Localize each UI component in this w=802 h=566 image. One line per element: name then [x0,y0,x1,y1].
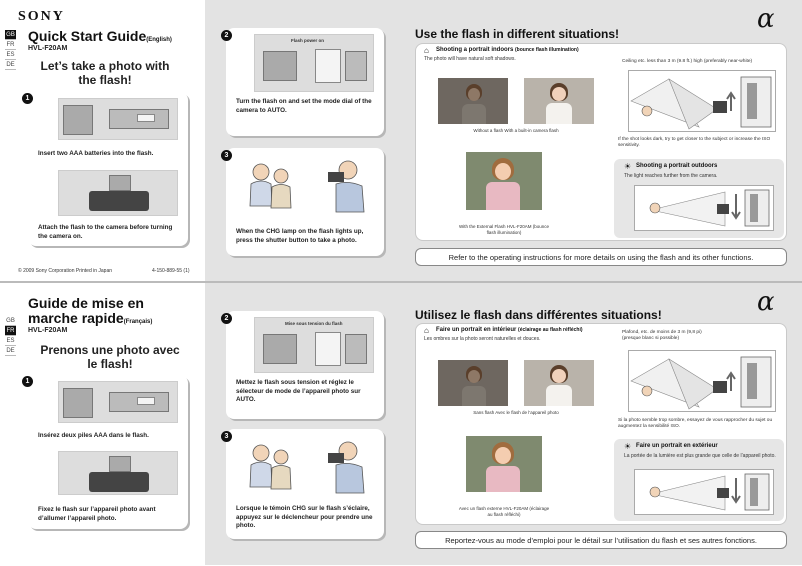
model-name: HVL-F20AM [28,327,68,334]
step1-number: 1 [22,93,33,104]
step3-card [226,429,384,539]
photo-external-flash [466,436,542,492]
sony-logo: SONY [18,9,65,24]
step3-card [226,148,384,256]
dark-note: Si la photo semble trop sombre, essayez de vous rapprocher du sujet ou augmentez la sensibilité ISO. [618,418,773,429]
outdoor-heading: Faire un portrait en extérieur [636,443,718,449]
copyright: © 2009 Sony Corporation Printed in Japan [18,268,113,274]
title-text: Quick Start Guide [28,28,147,44]
lang-tab-gb[interactable]: GB [6,318,15,324]
situations-title: Utilisez le flash dans différentes situations! [415,308,662,322]
step2-caption: Turn the flash on and set the mode dial of the camera to AUTO. [236,98,372,114]
flash-power-label: Flash power on [291,38,325,43]
caption-external-flash: Avec un flash externe HVL-F20AM (éclairage au flash réfléchi) [458,506,550,517]
caption-external-flash: With the External Flash HVL-F20AM (bounce flash illumination) [458,224,550,235]
photo-built-in-flash [524,360,594,406]
step1-card [28,92,188,246]
indoor-description: The photo will have natural soft shadows. [424,56,516,62]
french-sheet [0,283,802,565]
tagline: Prenons une photo avec le flash! [40,343,180,371]
photo-built-in-flash [524,78,594,124]
step2-number: 2 [221,30,232,41]
portrait-outdoor-icon: ☀ [624,442,632,451]
photo-external-flash [466,152,542,210]
photo-without-flash [438,360,508,406]
step1-card [28,375,188,529]
outdoor-subpanel [614,159,784,238]
step3-number: 3 [221,150,232,161]
step2-card [226,311,384,419]
portrait-indoor-icon: ⌂ [424,46,429,55]
alpha-logo: α [757,4,775,34]
caption-comparison: Without a flash With a built-in camera flash [473,128,559,133]
language-tabs [5,30,16,70]
portrait-indoor-icon: ⌂ [424,326,429,335]
lang-tab-de[interactable]: DE [6,62,15,68]
lang-tab-fr[interactable]: FR [6,42,15,48]
step1a-caption: Insérez deux piles AAA dans le flash. [38,432,149,439]
dark-note: If the shot looks dark, try to get closer to the subject or increase the ISO sensitivity. [618,137,771,148]
outdoor-flash-diagram [634,185,774,231]
step1a-caption: Insert two AAA batteries into the flash. [38,150,154,157]
indoor-heading-note: (bounce flash illumination) [515,47,579,53]
outdoor-diagram-icon [635,470,773,514]
indoor-heading-text: Faire un portrait en intérieur [436,327,517,333]
english-sheet [0,0,802,282]
step1b-caption: Attach the flash to the camera before turning the camera on. [38,224,173,240]
language-tabs [5,316,16,356]
info-banner: Reportez-vous au mode d’emploi pour le détail sur l’utilisation du flash et ses autres fonctions. [415,531,787,549]
outdoor-flash-diagram [634,469,774,515]
indoor-description: Les ombres sur la photo seront naturelles et douces. [424,336,541,342]
bounce-flash-diagram [628,70,776,132]
info-banner: Refer to the operating instructions for more details on using the flash and its other functions. [415,248,787,266]
lang-tab-fr[interactable]: FR [6,328,15,334]
situations-panel [415,323,787,525]
part-number: 4-150-889-55 (1) [152,268,190,274]
title-line-2-text: marche rapide [28,310,124,326]
tagline: Let’s take a photo with the flash! [40,59,170,87]
outdoor-diagram-icon [635,186,773,230]
step1b-caption: Fixez le flash sur l’appareil photo avant d’allumer l’appareil photo. [38,506,156,522]
take-photo-illustration [236,435,376,495]
power-on-illustration [254,317,374,373]
ceiling-note: Plafond, etc. de moins de 3 m (9,8 pi) (presque blanc si possible) [622,330,702,341]
step1-number: 1 [22,376,33,387]
indoor-heading [436,47,579,53]
battery-illustration [58,98,178,140]
step3-caption: Lorsque le témoin CHG sur le flash s’éclaire, appuyez sur le déclencheur pour prendre une photo. [236,505,373,529]
children-and-photographer-icon [236,435,376,495]
attach-flash-illustration [58,451,178,495]
ceiling-note: Ceiling etc. less than 3 m (9.8 ft.) high (preferably near-white) [622,59,753,64]
outdoor-description: The light reaches further from the camera. [624,173,718,179]
photo-without-flash [438,78,508,124]
battery-illustration [58,381,178,423]
title-language: (English) [146,37,172,43]
power-on-illustration [254,34,374,92]
alpha-logo: α [757,287,775,317]
lang-tab-es[interactable]: ES [6,52,15,58]
title-line-1: Guide de mise en [28,295,144,311]
situations-title: Use the flash in different situations! [415,27,620,41]
page-title [28,296,152,330]
children-and-photographer-icon [236,154,376,214]
bounce-diagram-icon [629,351,775,411]
caption-comparison: Sans flash Avec le flash de l’appareil photo [473,410,559,415]
lang-tab-gb[interactable]: GB [6,32,15,38]
flash-power-label: Mise sous tension du flash [285,321,343,326]
model-name: HVL-F20AM [28,45,68,52]
attach-flash-illustration [58,170,178,216]
portrait-outdoor-icon: ☀ [624,162,632,171]
lang-tab-es[interactable]: ES [6,338,15,344]
step3-caption: When the CHG lamp on the flash lights up, press the shutter button to take a photo. [236,228,364,244]
take-photo-illustration [236,154,376,214]
step3-number: 3 [221,431,232,442]
outdoor-heading: Shooting a portrait outdoors [636,163,718,169]
situations-panel [415,43,787,241]
indoor-heading-text: Shooting a portrait indoors [436,47,514,53]
outdoor-description: La portée de la lumière est plus grande que celle de l’appareil photo. [624,453,776,459]
indoor-heading-note: (éclairage au flash réfléchi) [518,327,583,333]
lang-tab-de[interactable]: DE [6,348,15,354]
bounce-flash-diagram [628,350,776,412]
outdoor-subpanel [614,439,784,521]
indoor-heading [436,327,583,333]
step2-card [226,28,384,136]
title-language: (Français) [123,319,153,325]
step2-caption: Mettez le flash sous tension et réglez le sélecteur de mode de l’appareil photo sur AUTO. [236,379,361,403]
bounce-diagram-icon [629,71,775,131]
step2-number: 2 [221,313,232,324]
